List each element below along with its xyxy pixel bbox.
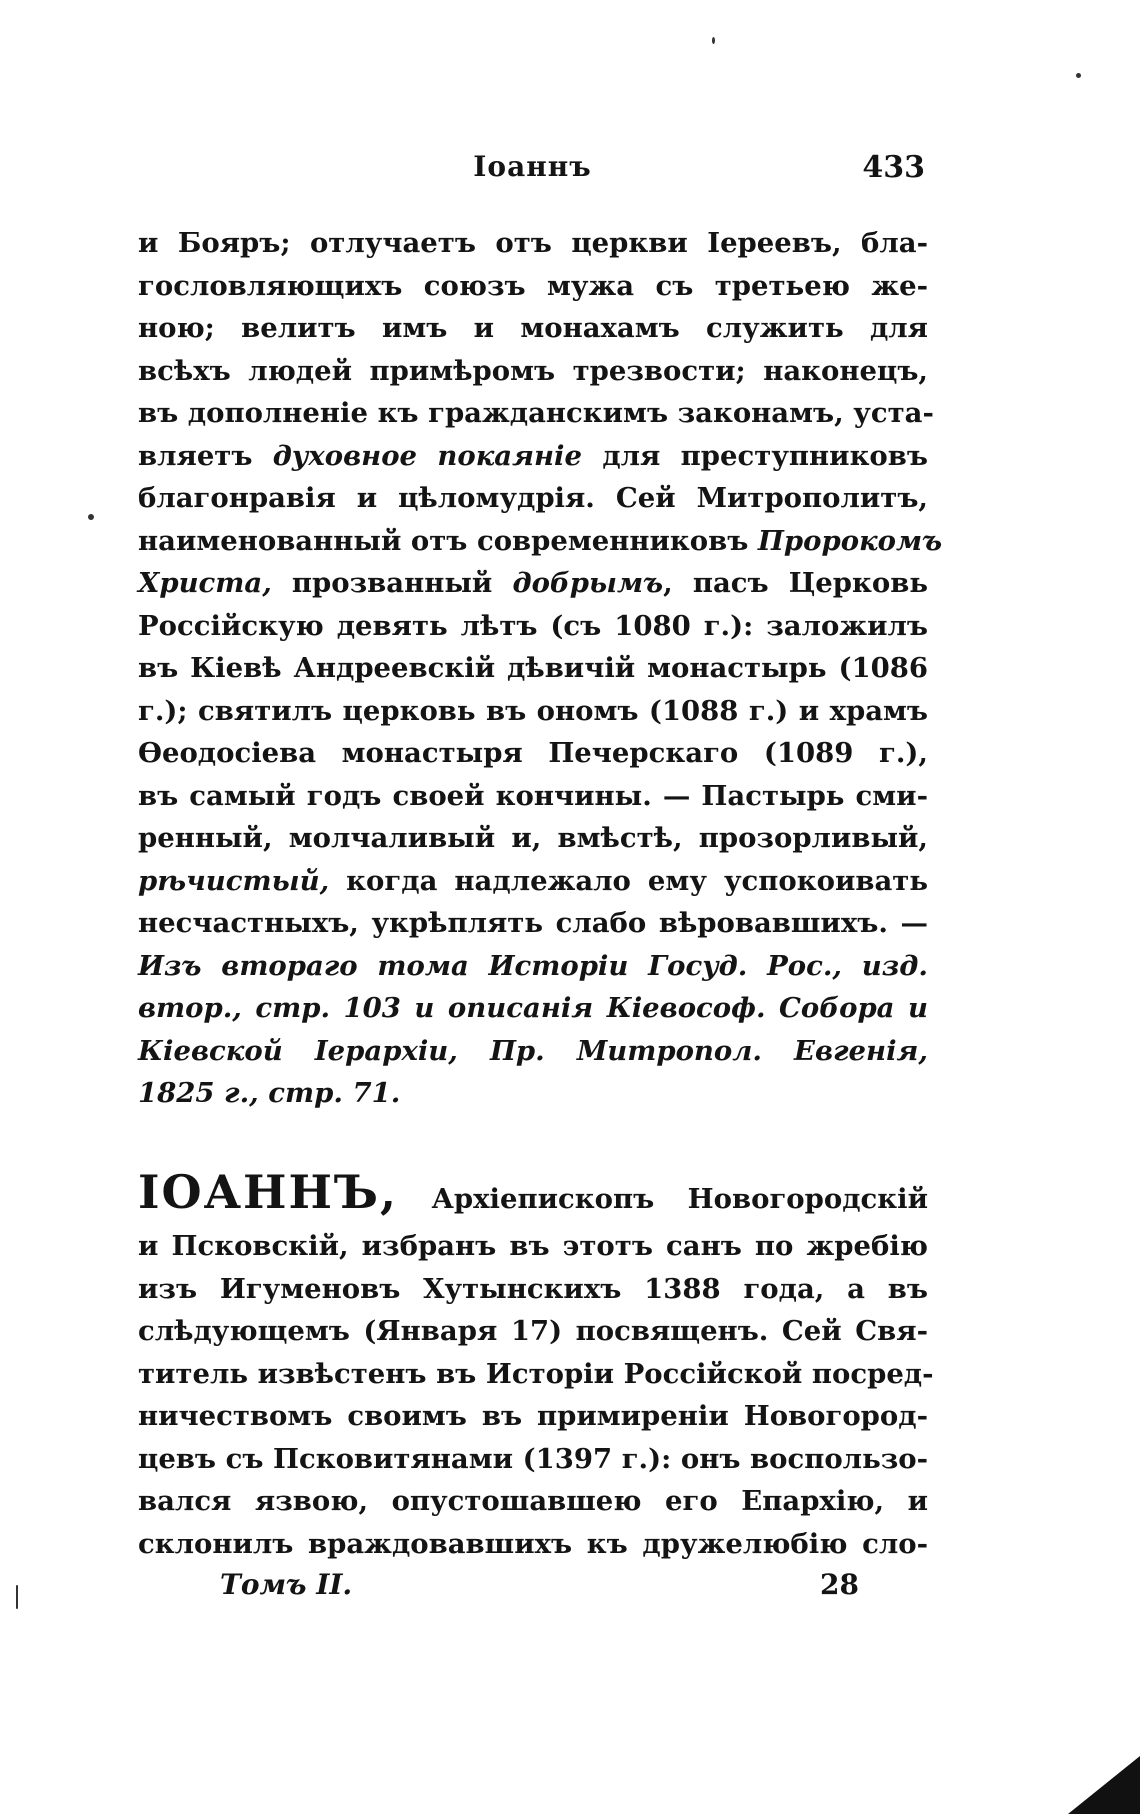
- text-line: благонравія и цѣломудрія. Сей Митрополитъ,: [138, 482, 928, 514]
- text-segment: наименованный отъ современниковъ: [138, 524, 749, 557]
- text-line: вался язвою, опустошавшею его Епархію, и: [138, 1485, 928, 1517]
- signature-mark: 28: [820, 1568, 859, 1601]
- text-block-continued-entry: [138, 222, 943, 1115]
- text-line: [138, 860, 928, 903]
- text-line: титель извѣстенъ въ Исторіи Россійской посред-: [138, 1357, 934, 1390]
- page-footer: [140, 1568, 925, 1608]
- source-citation-line: втор., стр. 103 и описанія Кіевософ. Собора и: [138, 992, 928, 1024]
- ink-speck: [712, 37, 715, 44]
- text-line: несчастныхъ, укрѣплять слабо вѣровавшихъ. —: [138, 907, 928, 939]
- text-line: [138, 435, 928, 478]
- entry-headword: ІОАННЪ,: [138, 1165, 398, 1219]
- source-citation-line: Кіевской Іерархіи, Пр. Митропол. Евгенія,: [138, 1034, 928, 1067]
- italic-term: духовное покаяніе: [272, 439, 582, 472]
- text-line: ренный, молчаливый и, вмѣстѣ, прозорливый,: [138, 822, 928, 854]
- source-citation-line: Изъ втораго тома Исторіи Госуд. Рос., изд.: [138, 949, 928, 982]
- text-block-new-entry: [138, 1165, 934, 1565]
- text-line: изъ Игуменовъ Хутынскихъ 1388 года, а въ: [138, 1272, 928, 1305]
- source-citation-line: 1825 г., стр. 71.: [138, 1077, 401, 1109]
- text-line: гословляющихъ союзъ мужа съ третьею же-: [138, 269, 928, 302]
- running-head-title: Іоаннъ: [473, 150, 592, 183]
- page-number: 433: [862, 150, 925, 185]
- volume-label: Томъ II.: [220, 1568, 353, 1601]
- text-line: [138, 1166, 928, 1225]
- text-line: ною; велитъ имъ и монахамъ служить для: [138, 312, 928, 344]
- text-line: и Бояръ; отлучаетъ отъ церкви Іереевъ, бла-: [138, 227, 928, 259]
- text-line: Россійскую девять лѣтъ (съ 1080 г.): заложилъ: [138, 609, 928, 642]
- text-segment: вляетъ: [138, 439, 253, 472]
- text-line: въ дополненіе къ гражданскимъ законамъ, уста-: [138, 397, 934, 429]
- text-segment: для преступниковъ: [602, 439, 928, 472]
- text-segment: когда надлежало ему успокоивать: [329, 864, 928, 897]
- italic-term: рѣчистый,: [138, 864, 330, 897]
- italic-term: добрымъ: [512, 567, 664, 599]
- text-segment: прозванный: [291, 567, 493, 599]
- text-segment: , пасъ Церковь: [663, 567, 929, 599]
- ink-speck: [16, 1585, 18, 1609]
- ink-speck: [88, 514, 94, 520]
- corner-shadow: [1068, 1756, 1140, 1814]
- italic-term: Христа,: [138, 567, 272, 599]
- text-line: всѣхъ людей примѣромъ трезвости; наконецъ,: [138, 354, 928, 387]
- text-line: въ Кіевѣ Андреевскій дѣвичій монастырь (1086: [138, 652, 928, 684]
- text-segment: Архіепископъ Новогородскій: [398, 1183, 928, 1215]
- text-line: цевъ съ Псковитянами (1397 г.): онъ воспользо-: [138, 1442, 929, 1475]
- text-line: [138, 520, 943, 563]
- text-line: г.); святилъ церковь въ ономъ (1088 г.) и храмъ: [138, 694, 928, 727]
- ink-speck: [1076, 73, 1081, 78]
- italic-term: Пророкомъ: [757, 524, 943, 557]
- text-line: ничествомъ своимъ въ примиреніи Новогород-: [138, 1400, 928, 1432]
- text-line: Ѳеодосіева монастыря Печерскаго (1089 г.),: [138, 737, 928, 769]
- text-line: слѣдующемъ (Января 17) посвященъ. Сей Свя-: [138, 1315, 928, 1347]
- text-line: въ самый годъ своей кончины. — Пастырь сми-: [138, 779, 928, 812]
- text-line: и Псковскій, избранъ въ этотъ санъ по жребію: [138, 1230, 928, 1262]
- text-line: склонилъ враждовавшихъ къ дружелюбію сло-: [138, 1527, 928, 1560]
- running-header: [140, 150, 925, 190]
- text-line: [138, 562, 928, 605]
